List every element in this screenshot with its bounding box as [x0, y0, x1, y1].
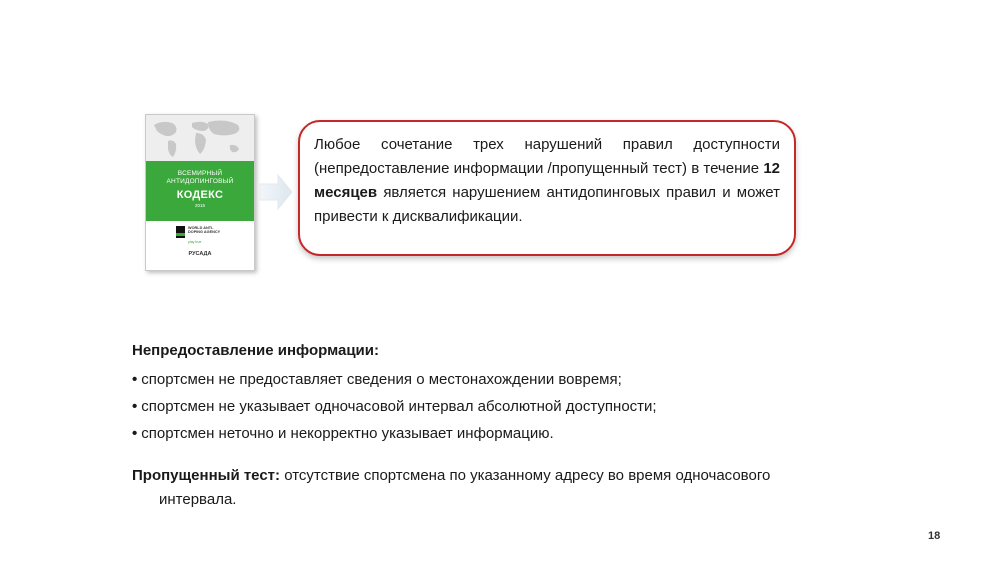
callout-highlight: 12 месяцев [314, 160, 781, 201]
publisher-logo [146, 251, 254, 257]
wada-label: WORLD ANTI-DOPING AGENCY [188, 226, 221, 235]
list-item-text: спортсмен не предоставляет сведения о местонахождении вовремя; [141, 371, 622, 388]
callout-text [314, 133, 780, 229]
publisher-name: РУСАДА [188, 251, 212, 257]
bullet-icon: • [132, 425, 138, 442]
info-failure-heading: Непредоставление информации: [132, 342, 379, 359]
cover-title: КОДЕКС [176, 189, 224, 201]
wada-slogan: play true [188, 240, 202, 244]
list-item [132, 420, 892, 447]
bullet-icon: • [132, 398, 138, 415]
cover-line2: АНТИДОПИНГОВЫЙ [166, 178, 234, 185]
info-failure-section [132, 341, 892, 447]
list-item [132, 366, 892, 393]
info-failure-list [132, 366, 892, 447]
callout-text-part1: Любое сочетание трех нарушений правил доступности (непредоставление информации /пропущенный тест) в течение [314, 136, 780, 177]
cover-green-band [146, 161, 254, 221]
missed-test-definition [132, 464, 892, 512]
arrow-right-icon [258, 172, 294, 212]
missed-test-text-line2: интервала. [159, 491, 237, 508]
page-number: 18 [928, 530, 941, 542]
world-map-icon [146, 115, 254, 161]
wada-logo [176, 226, 236, 248]
wada-code-book-cover [145, 114, 255, 271]
cover-line1: ВСЕМИРНЫЙ [177, 170, 223, 177]
list-item-text: спортсмен неточно и некорректно указывает информацию. [141, 425, 554, 442]
bullet-icon: • [132, 371, 138, 388]
missed-test-label: Пропущенный тест: [132, 467, 281, 484]
wada-mark-icon [176, 226, 185, 238]
list-item-text: спортсмен не указывает одночасовой интервал абсолютной доступности; [141, 398, 657, 415]
list-item [132, 393, 892, 420]
rule-callout-box [298, 120, 796, 256]
missed-test-text-line1: отсутствие спортсмена по указанному адресу во время одночасового [284, 467, 771, 484]
callout-text-part2: является нарушением антидопинговых правил и может привести к дисквалификации. [314, 184, 780, 225]
cover-year: 2015 [194, 203, 205, 208]
